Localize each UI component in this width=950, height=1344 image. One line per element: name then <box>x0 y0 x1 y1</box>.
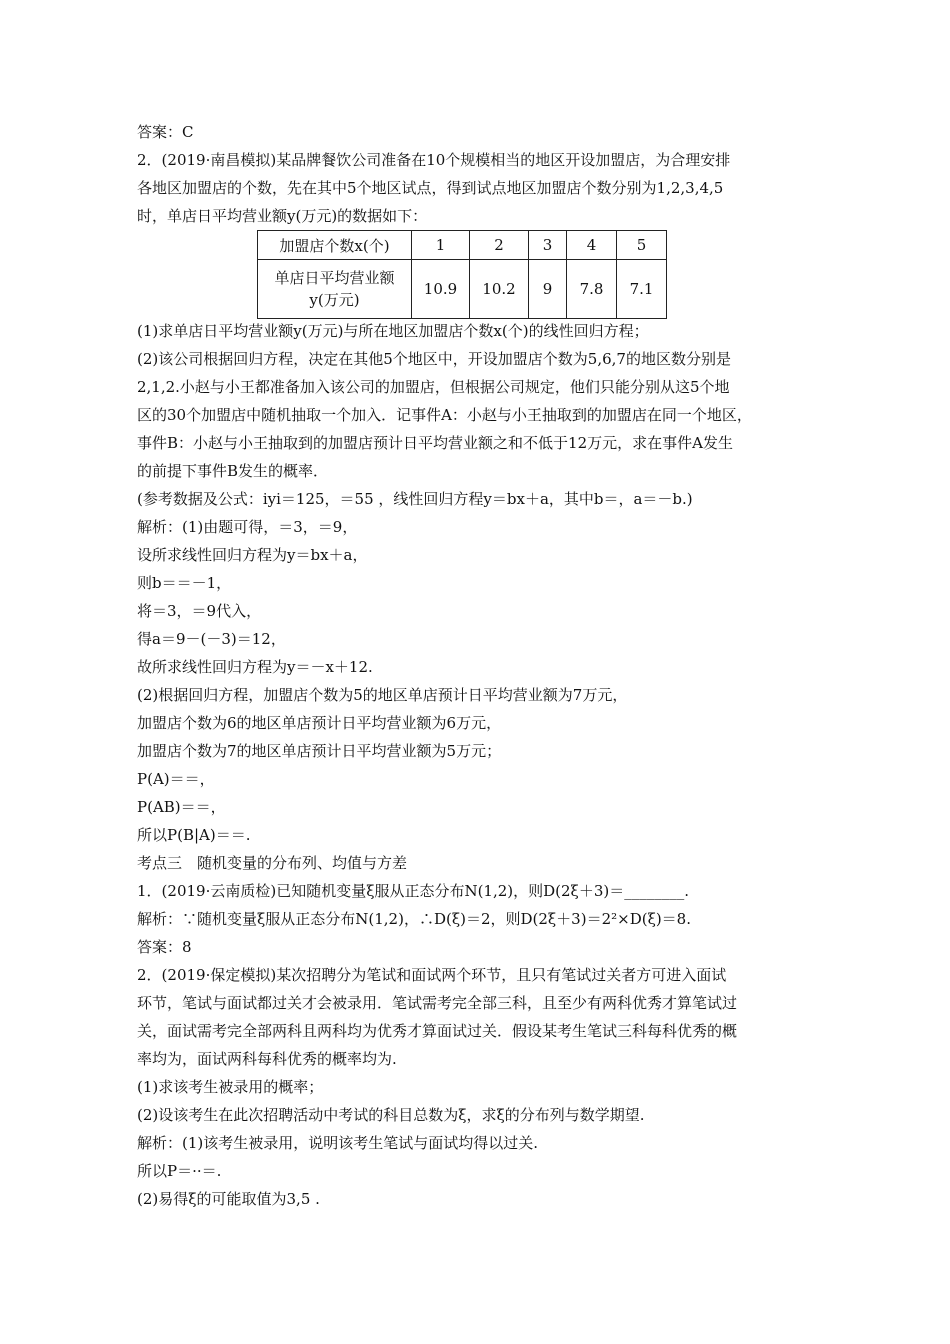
text-line: 加盟店个数为7的地区单店预计日平均营业额为5万元； <box>137 742 502 760</box>
text-line: 解析：(1)由题可得，＝3，＝9， <box>137 518 358 536</box>
table-header-cell <box>258 260 412 319</box>
text-line: 将＝3，＝9代入， <box>137 602 262 620</box>
table-header-cell: 加盟店个数x(个) <box>258 231 412 260</box>
text-line: 所以P(B|A)＝＝. <box>137 826 251 844</box>
data-table <box>257 230 667 319</box>
text-line: (2)该公司根据回归方程，决定在其他5个地区中，开设加盟店个数为5,6,7的地区数分别是 <box>137 350 731 368</box>
text-line: 则b＝＝－1， <box>137 574 232 592</box>
text-line: 所以P＝··＝. <box>137 1162 222 1180</box>
text-line: 事件B：小赵与小王抽取到的加盟店预计日平均营业额之和不低于12万元，求在事件A发生 <box>137 434 733 452</box>
text-line: 设所求线性回归方程为y＝bx＋a， <box>137 546 368 564</box>
text-line: (1)求该考生被录用的概率； <box>137 1078 324 1096</box>
text-line: 解析：∵随机变量ξ服从正态分布N(1,2)，∴D(ξ)＝2，则D(2ξ＋3)＝2²×D(ξ)＝8. <box>137 910 691 928</box>
table-cell: 10.2 <box>470 260 529 319</box>
table-cell: 3 <box>529 231 567 260</box>
text-line: (2)设该考生在此次招聘活动中考试的科目总数为ξ，求ξ的分布列与数学期望. <box>137 1106 645 1124</box>
text-line: 时，单店日平均营业额y(万元)的数据如下： <box>137 207 428 225</box>
text-line: 率均为，面试两科每科优秀的概率均为. <box>137 1050 397 1068</box>
table-cell: 5 <box>617 231 667 260</box>
text-line: 2,1,2.小赵与小王都准备加入该公司的加盟店，但根据公司规定，他们只能分别从这5个地 <box>137 378 730 396</box>
header-line: 单店日平均营业额 <box>274 269 395 287</box>
text-line: 2．(2019·保定模拟)某次招聘分为笔试和面试两个环节，且只有笔试过关者方可进入面试 <box>137 966 727 984</box>
table-cell: 7.1 <box>617 260 667 319</box>
text-line: (2)根据回归方程，加盟店个数为5的地区单店预计日平均营业额为7万元， <box>137 686 628 704</box>
table-cell: 1 <box>412 231 470 260</box>
text-line: 各地区加盟店的个数，先在其中5个地区试点，得到试点地区加盟店个数分别为1,2,3,4,5 <box>137 179 724 197</box>
header-line: y(万元) <box>309 291 360 309</box>
table-cell: 9 <box>529 260 567 319</box>
table-cell: 10.9 <box>412 260 470 319</box>
text-line: 答案：8 <box>137 938 192 956</box>
text-line: 环节，笔试与面试都过关才会被录用．笔试需考完全部三科，且至少有两科优秀才算笔试过 <box>137 994 738 1012</box>
text-line: (1)求单店日平均营业额y(万元)与所在地区加盟店个数x(个)的线性回归方程； <box>137 322 649 340</box>
text-line: 1．(2019·云南质检)已知随机变量ξ服从正态分布N(1,2)，则D(2ξ＋3)＝________. <box>137 882 689 900</box>
text-line: 关，面试需考完全部两科且两科均为优秀才算面试过关．假设某考生笔试三科每科优秀的概 <box>137 1022 738 1040</box>
text-line: 加盟店个数为6的地区单店预计日平均营业额为6万元， <box>137 714 502 732</box>
text-line: 故所求线性回归方程为y＝－x＋12. <box>137 658 373 676</box>
text-line: (2)易得ξ的可能取值为3,5 . <box>137 1190 320 1208</box>
text-line: 解析：(1)该考生被录用，说明该考生笔试与面试均得以过关. <box>137 1134 539 1152</box>
table-cell: 4 <box>567 231 617 260</box>
section-heading: 考点三 随机变量的分布列、均值与方差 <box>137 854 408 872</box>
table-row <box>258 231 667 260</box>
text-line: P(AB)＝＝， <box>137 798 226 816</box>
text-line: (参考数据及公式：iyi＝125，＝55 ，线性回归方程y＝bx＋a，其中b＝，a＝－b.) <box>137 490 693 508</box>
text-line: P(A)＝＝， <box>137 770 215 788</box>
table-cell: 2 <box>470 231 529 260</box>
text-line: 2．(2019·南昌模拟)某品牌餐饮公司准备在10个规模相当的地区开设加盟店，为合理安排 <box>137 151 731 169</box>
table-row <box>258 260 667 319</box>
text-line: 答案：C <box>137 123 194 141</box>
table-cell: 7.8 <box>567 260 617 319</box>
text-line: 区的30个加盟店中随机抽取一个加入．记事件A：小赵与小王抽取到的加盟店在同一个地区， <box>137 406 752 424</box>
text-line: 得a＝9－(－3)＝12， <box>137 630 286 648</box>
text-line: 的前提下事件B发生的概率． <box>137 462 329 480</box>
